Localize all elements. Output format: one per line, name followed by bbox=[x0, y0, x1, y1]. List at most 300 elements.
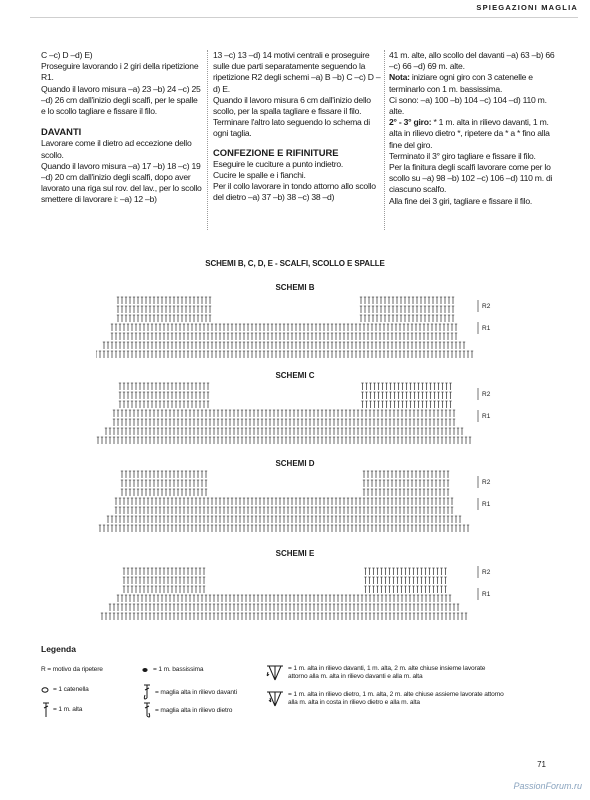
stitch-symbol bbox=[163, 324, 165, 331]
stitch-symbol bbox=[139, 516, 141, 523]
stitch-symbol bbox=[195, 342, 197, 349]
stitch-symbol bbox=[167, 342, 169, 349]
stitch-symbol bbox=[259, 324, 261, 331]
stitch-symbol bbox=[381, 613, 383, 620]
stitch-symbol bbox=[436, 568, 438, 575]
stitch-symbol bbox=[408, 577, 410, 584]
stitch-symbol bbox=[167, 383, 169, 390]
front-post-stitch-icon bbox=[141, 684, 153, 702]
stitch-symbol bbox=[159, 392, 161, 399]
stitch-symbol bbox=[265, 419, 267, 426]
back-post-stitch-icon bbox=[141, 702, 153, 720]
stitch-symbol bbox=[173, 437, 175, 444]
stitch-symbol bbox=[301, 428, 303, 435]
stitch-symbol bbox=[327, 333, 329, 340]
stitch-symbol bbox=[363, 471, 365, 478]
stitch-symbol bbox=[401, 613, 403, 620]
stitch-symbol bbox=[237, 604, 239, 611]
stitch-symbol bbox=[399, 525, 401, 532]
stitch-symbol bbox=[377, 383, 379, 390]
stitch-symbol bbox=[127, 586, 129, 593]
stitch-symbol bbox=[444, 568, 446, 575]
stitch-symbol bbox=[359, 342, 361, 349]
stitch-symbol bbox=[367, 471, 369, 478]
stitch-symbol bbox=[177, 297, 179, 304]
stitch-symbol bbox=[211, 498, 213, 505]
stitch-symbol bbox=[257, 613, 259, 620]
stitch-symbol bbox=[427, 333, 429, 340]
stitch-symbol bbox=[309, 419, 311, 426]
stitch-symbol bbox=[369, 613, 371, 620]
stitch-symbol bbox=[177, 604, 179, 611]
stitch-symbol bbox=[305, 428, 307, 435]
stitch-symbol bbox=[205, 315, 207, 322]
stitch-symbol bbox=[221, 595, 223, 602]
stitch-symbol bbox=[404, 297, 406, 304]
stitch-symbol bbox=[365, 595, 367, 602]
stitch-symbol bbox=[195, 498, 197, 505]
stitch-symbol bbox=[463, 342, 465, 349]
stitch-symbol bbox=[372, 568, 374, 575]
stitch-symbol bbox=[201, 613, 203, 620]
stitch-symbol bbox=[147, 342, 149, 349]
stitch-symbol bbox=[429, 613, 431, 620]
stitch-symbol bbox=[432, 297, 434, 304]
stitch-symbol bbox=[447, 507, 449, 514]
stitch-symbol bbox=[389, 595, 391, 602]
stitch-symbol bbox=[377, 392, 379, 399]
stitch-symbol bbox=[291, 342, 293, 349]
stitch-symbol bbox=[267, 507, 269, 514]
stitch-symbol bbox=[329, 595, 331, 602]
paragraph: 41 m. alte, allo scollo del davanti –a) 63 –b) 66 –c) 66 –d) 69 m. alte. bbox=[389, 50, 555, 72]
stitch-symbol bbox=[319, 351, 321, 358]
stitch-symbol bbox=[217, 595, 219, 602]
stitch-symbol bbox=[349, 437, 351, 444]
stitch-symbol bbox=[423, 351, 425, 358]
stitch-symbol bbox=[399, 351, 401, 358]
stitch-symbol bbox=[173, 480, 175, 487]
stitch-symbol bbox=[401, 428, 403, 435]
stitch-symbol bbox=[203, 507, 205, 514]
stitch-symbol bbox=[333, 428, 335, 435]
stitch-symbol bbox=[419, 498, 421, 505]
stitch-symbol bbox=[209, 595, 211, 602]
stitch-symbol bbox=[331, 351, 333, 358]
stitch-symbol bbox=[149, 410, 151, 417]
stitch-symbol bbox=[419, 516, 421, 523]
stitch-symbol bbox=[229, 604, 231, 611]
stitch-symbol bbox=[239, 525, 241, 532]
stitch-symbol bbox=[388, 297, 390, 304]
stitch-symbol bbox=[307, 507, 309, 514]
stitch-symbol bbox=[179, 401, 181, 408]
stitch-symbol bbox=[363, 498, 365, 505]
stitch-symbol bbox=[275, 525, 277, 532]
stitch-symbol bbox=[143, 392, 145, 399]
stitch-symbol bbox=[221, 604, 223, 611]
stitch-symbol bbox=[257, 410, 259, 417]
stitch-symbol bbox=[205, 410, 207, 417]
stitch-symbol bbox=[395, 507, 397, 514]
stitch-symbol bbox=[297, 410, 299, 417]
stitch-symbol bbox=[361, 437, 363, 444]
stitch-symbol bbox=[181, 297, 183, 304]
stitch-symbol bbox=[311, 351, 313, 358]
stitch-symbol bbox=[161, 489, 163, 496]
stitch-symbol bbox=[119, 516, 121, 523]
stitch-symbol bbox=[417, 613, 419, 620]
stitch-symbol bbox=[319, 333, 321, 340]
stitch-symbol bbox=[423, 516, 425, 523]
stitch-symbol bbox=[189, 604, 191, 611]
stitch-symbol bbox=[427, 351, 429, 358]
stitch-symbol bbox=[115, 498, 117, 505]
stitch-symbol bbox=[335, 507, 337, 514]
stitch-symbol bbox=[123, 568, 125, 575]
repeat-label: R1 bbox=[482, 413, 491, 420]
stitch-symbol bbox=[341, 419, 343, 426]
stitch-symbol bbox=[407, 471, 409, 478]
stitch-symbol bbox=[385, 428, 387, 435]
stitch-symbol bbox=[287, 516, 289, 523]
stitch-symbol bbox=[423, 333, 425, 340]
stitch-symbol bbox=[448, 315, 450, 322]
scheme-b-title: SCHEMI B bbox=[275, 283, 315, 292]
stitch-symbol bbox=[297, 428, 299, 435]
double-crochet-icon bbox=[41, 702, 51, 718]
stitch-symbol bbox=[393, 604, 395, 611]
stitch-symbol bbox=[163, 333, 165, 340]
stitch-symbol bbox=[287, 342, 289, 349]
stitch-symbol bbox=[360, 297, 362, 304]
stitch-symbol bbox=[221, 613, 223, 620]
stitch-symbol bbox=[365, 383, 367, 390]
stitch-symbol bbox=[163, 577, 165, 584]
stitch-symbol bbox=[425, 428, 427, 435]
stitch-symbol bbox=[267, 324, 269, 331]
stitch-symbol bbox=[401, 604, 403, 611]
stitch-symbol bbox=[135, 568, 137, 575]
stitch-symbol bbox=[407, 498, 409, 505]
stitch-symbol bbox=[203, 383, 205, 390]
stitch-symbol bbox=[447, 489, 449, 496]
stitch-symbol bbox=[421, 604, 423, 611]
stitch-symbol bbox=[365, 604, 367, 611]
stitch-symbol bbox=[307, 516, 309, 523]
stitch-symbol bbox=[405, 383, 407, 390]
stitch-symbol bbox=[163, 568, 165, 575]
stitch-symbol bbox=[191, 507, 193, 514]
stitch-symbol bbox=[423, 324, 425, 331]
stitch-symbol bbox=[235, 324, 237, 331]
stitch-symbol bbox=[437, 383, 439, 390]
stitch-symbol bbox=[329, 419, 331, 426]
stitch-symbol bbox=[229, 437, 231, 444]
stitch-symbol bbox=[251, 525, 253, 532]
stitch-symbol bbox=[277, 419, 279, 426]
stitch-symbol bbox=[111, 324, 113, 331]
stitch-symbol bbox=[441, 595, 443, 602]
stitch-symbol bbox=[127, 507, 129, 514]
stitch-symbol bbox=[381, 392, 383, 399]
stitch-symbol bbox=[123, 498, 125, 505]
stitch-symbol bbox=[107, 342, 109, 349]
stitch-symbol bbox=[317, 595, 319, 602]
stitch-symbol bbox=[209, 613, 211, 620]
stitch-symbol bbox=[365, 392, 367, 399]
stitch-symbol bbox=[413, 392, 415, 399]
stitch-symbol bbox=[215, 342, 217, 349]
stitch-symbol bbox=[457, 604, 459, 611]
stitch-symbol bbox=[185, 419, 187, 426]
stitch-symbol bbox=[155, 333, 157, 340]
stitch-symbol bbox=[171, 351, 173, 358]
stitch-symbol bbox=[469, 437, 471, 444]
stitch-symbol bbox=[251, 333, 253, 340]
stitch-symbol bbox=[433, 613, 435, 620]
stitch-symbol bbox=[403, 507, 405, 514]
stitch-symbol bbox=[397, 613, 399, 620]
stitch-symbol bbox=[369, 410, 371, 417]
stitch-symbol bbox=[275, 324, 277, 331]
stitch-symbol bbox=[199, 392, 201, 399]
stitch-symbol bbox=[235, 525, 237, 532]
stitch-symbol bbox=[369, 383, 371, 390]
stitch-symbol bbox=[399, 471, 401, 478]
stitch-symbol bbox=[409, 401, 411, 408]
stitch-symbol bbox=[431, 324, 433, 331]
stitch-symbol bbox=[432, 586, 434, 593]
stitch-symbol bbox=[361, 428, 363, 435]
stitch-symbol bbox=[185, 489, 187, 496]
stitch-symbol bbox=[451, 525, 453, 532]
stitch-symbol bbox=[149, 595, 151, 602]
stitch-symbol bbox=[293, 604, 295, 611]
stitch-symbol bbox=[257, 604, 259, 611]
stitch-symbol bbox=[125, 297, 127, 304]
stitch-symbol bbox=[415, 498, 417, 505]
stitch-symbol bbox=[287, 333, 289, 340]
stitch-symbol bbox=[219, 351, 221, 358]
stitch-symbol bbox=[367, 498, 369, 505]
stitch-symbol bbox=[425, 595, 427, 602]
stitch-symbol bbox=[161, 480, 163, 487]
stitch-symbol bbox=[231, 324, 233, 331]
stitch-symbol bbox=[195, 351, 197, 358]
stitch-symbol bbox=[384, 306, 386, 313]
stitch-symbol bbox=[388, 315, 390, 322]
stitch-symbol bbox=[449, 437, 451, 444]
stitch-symbol bbox=[403, 471, 405, 478]
stitch-symbol bbox=[269, 428, 271, 435]
stitch-symbol bbox=[151, 324, 153, 331]
stitch-symbol bbox=[197, 437, 199, 444]
stitch-symbol bbox=[429, 392, 431, 399]
stitch-symbol bbox=[117, 419, 119, 426]
stitch-symbol bbox=[399, 480, 401, 487]
stitch-symbol bbox=[137, 471, 139, 478]
stitch-symbol bbox=[437, 604, 439, 611]
stitch-symbol bbox=[451, 351, 453, 358]
stitch-symbol bbox=[167, 568, 169, 575]
stitch-symbol bbox=[151, 351, 153, 358]
stitch-symbol bbox=[363, 516, 365, 523]
stitch-symbol bbox=[161, 437, 163, 444]
stitch-symbol bbox=[147, 351, 149, 358]
stitch-symbol bbox=[301, 419, 303, 426]
stitch-symbol bbox=[347, 516, 349, 523]
stitch-symbol bbox=[393, 595, 395, 602]
stitch-symbol bbox=[379, 480, 381, 487]
stitch-symbol bbox=[459, 351, 461, 358]
stitch-symbol bbox=[173, 419, 175, 426]
stitch-symbol bbox=[151, 342, 153, 349]
stitch-symbol bbox=[337, 428, 339, 435]
stitch-symbol bbox=[295, 498, 297, 505]
stitch-symbol bbox=[381, 383, 383, 390]
stitch-symbol bbox=[185, 297, 187, 304]
stitch-symbol bbox=[368, 586, 370, 593]
stitch-symbol bbox=[261, 437, 263, 444]
stitch-symbol bbox=[165, 604, 167, 611]
stitch-symbol bbox=[445, 410, 447, 417]
stitch-symbol bbox=[119, 507, 121, 514]
stitch-symbol bbox=[167, 586, 169, 593]
stitch-symbol bbox=[368, 568, 370, 575]
stitch-symbol bbox=[129, 410, 131, 417]
stitch-symbol bbox=[135, 383, 137, 390]
stitch-symbol bbox=[405, 392, 407, 399]
stitch-symbol bbox=[209, 297, 211, 304]
stitch-symbol bbox=[389, 437, 391, 444]
stitch-symbol bbox=[351, 507, 353, 514]
stitch-symbol bbox=[177, 480, 179, 487]
stitch-symbol bbox=[257, 437, 259, 444]
stitch-symbol bbox=[395, 342, 397, 349]
stitch-symbol bbox=[197, 419, 199, 426]
stitch-symbol bbox=[359, 507, 361, 514]
stitch-symbol bbox=[161, 419, 163, 426]
stitch-symbol bbox=[135, 324, 137, 331]
stitch-symbol bbox=[373, 595, 375, 602]
stitch-symbol bbox=[181, 480, 183, 487]
stitch-symbol bbox=[143, 333, 145, 340]
stitch-symbol bbox=[171, 333, 173, 340]
stitch-symbol bbox=[191, 525, 193, 532]
stitch-symbol bbox=[121, 613, 123, 620]
stitch-symbol bbox=[141, 480, 143, 487]
stitch-symbol bbox=[173, 471, 175, 478]
stitch-symbol bbox=[191, 401, 193, 408]
stitch-symbol bbox=[135, 401, 137, 408]
section-heading-confezione: CONFEZIONE E RIFINITURE bbox=[213, 146, 339, 158]
header-divider bbox=[30, 17, 578, 18]
stitch-symbol bbox=[153, 437, 155, 444]
stitch-symbol bbox=[121, 410, 123, 417]
stitch-symbol bbox=[375, 342, 377, 349]
stitch-symbol bbox=[199, 401, 201, 408]
stitch-symbol bbox=[205, 595, 207, 602]
stitch-symbol bbox=[387, 507, 389, 514]
stitch-symbol bbox=[161, 471, 163, 478]
stitch-symbol bbox=[363, 333, 365, 340]
stitch-symbol bbox=[347, 498, 349, 505]
stitch-symbol bbox=[147, 577, 149, 584]
stitch-symbol bbox=[251, 351, 253, 358]
stitch-symbol bbox=[444, 577, 446, 584]
stitch-symbol bbox=[213, 595, 215, 602]
stitch-symbol bbox=[413, 595, 415, 602]
stitch-symbol bbox=[151, 568, 153, 575]
stitch-symbol bbox=[147, 383, 149, 390]
stitch-symbol bbox=[157, 315, 159, 322]
stitch-symbol bbox=[237, 595, 239, 602]
stitch-symbol bbox=[353, 437, 355, 444]
stitch-symbol bbox=[409, 604, 411, 611]
stitch-symbol bbox=[331, 333, 333, 340]
stitch-symbol bbox=[439, 507, 441, 514]
stitch-symbol bbox=[169, 410, 171, 417]
stitch-symbol bbox=[281, 604, 283, 611]
stitch-symbol bbox=[193, 410, 195, 417]
stitch-symbol bbox=[425, 401, 427, 408]
stitch-symbol bbox=[364, 568, 366, 575]
stitch-symbol bbox=[175, 525, 177, 532]
stitch-symbol bbox=[329, 437, 331, 444]
stitch-symbol bbox=[385, 392, 387, 399]
paragraph: Quando il lavoro misura –a) 23 –b) 24 –c) 25 –d) 26 cm dall'inizio degli scalfi, per le spalle e lo scollo tagliare e fissare il filo. bbox=[41, 83, 201, 117]
stitch-symbol bbox=[115, 525, 117, 532]
stitch-symbol bbox=[227, 525, 229, 532]
stitch-symbol bbox=[373, 437, 375, 444]
stitch-symbol bbox=[343, 333, 345, 340]
stitch-symbol bbox=[349, 595, 351, 602]
stitch-symbol bbox=[412, 586, 414, 593]
stitch-symbol bbox=[337, 437, 339, 444]
stitch-symbol bbox=[443, 351, 445, 358]
stitch-symbol bbox=[131, 333, 133, 340]
stitch-symbol bbox=[419, 342, 421, 349]
stitch-symbol bbox=[121, 419, 123, 426]
stitch-symbol bbox=[295, 333, 297, 340]
stitch-symbol bbox=[227, 498, 229, 505]
stitch-symbol bbox=[437, 410, 439, 417]
stitch-symbol bbox=[436, 586, 438, 593]
stitch-symbol bbox=[437, 613, 439, 620]
stitch-symbol bbox=[249, 613, 251, 620]
stitch-symbol bbox=[145, 604, 147, 611]
stitch-symbol bbox=[375, 333, 377, 340]
stitch-symbol bbox=[395, 351, 397, 358]
stitch-symbol bbox=[199, 568, 201, 575]
stitch-symbol bbox=[333, 595, 335, 602]
stitch-symbol bbox=[155, 498, 157, 505]
stitch-symbol bbox=[175, 568, 177, 575]
repeat-label: R1 bbox=[482, 501, 491, 508]
stitch-symbol bbox=[201, 315, 203, 322]
stitch-symbol bbox=[203, 516, 205, 523]
stitch-symbol bbox=[321, 595, 323, 602]
stitch-symbol bbox=[301, 595, 303, 602]
stitch-symbol bbox=[127, 577, 129, 584]
stitch-symbol bbox=[415, 342, 417, 349]
stitch-symbol bbox=[223, 507, 225, 514]
stitch-symbol bbox=[121, 595, 123, 602]
stitch-symbol bbox=[411, 333, 413, 340]
stitch-symbol bbox=[165, 419, 167, 426]
stitch-symbol bbox=[387, 489, 389, 496]
